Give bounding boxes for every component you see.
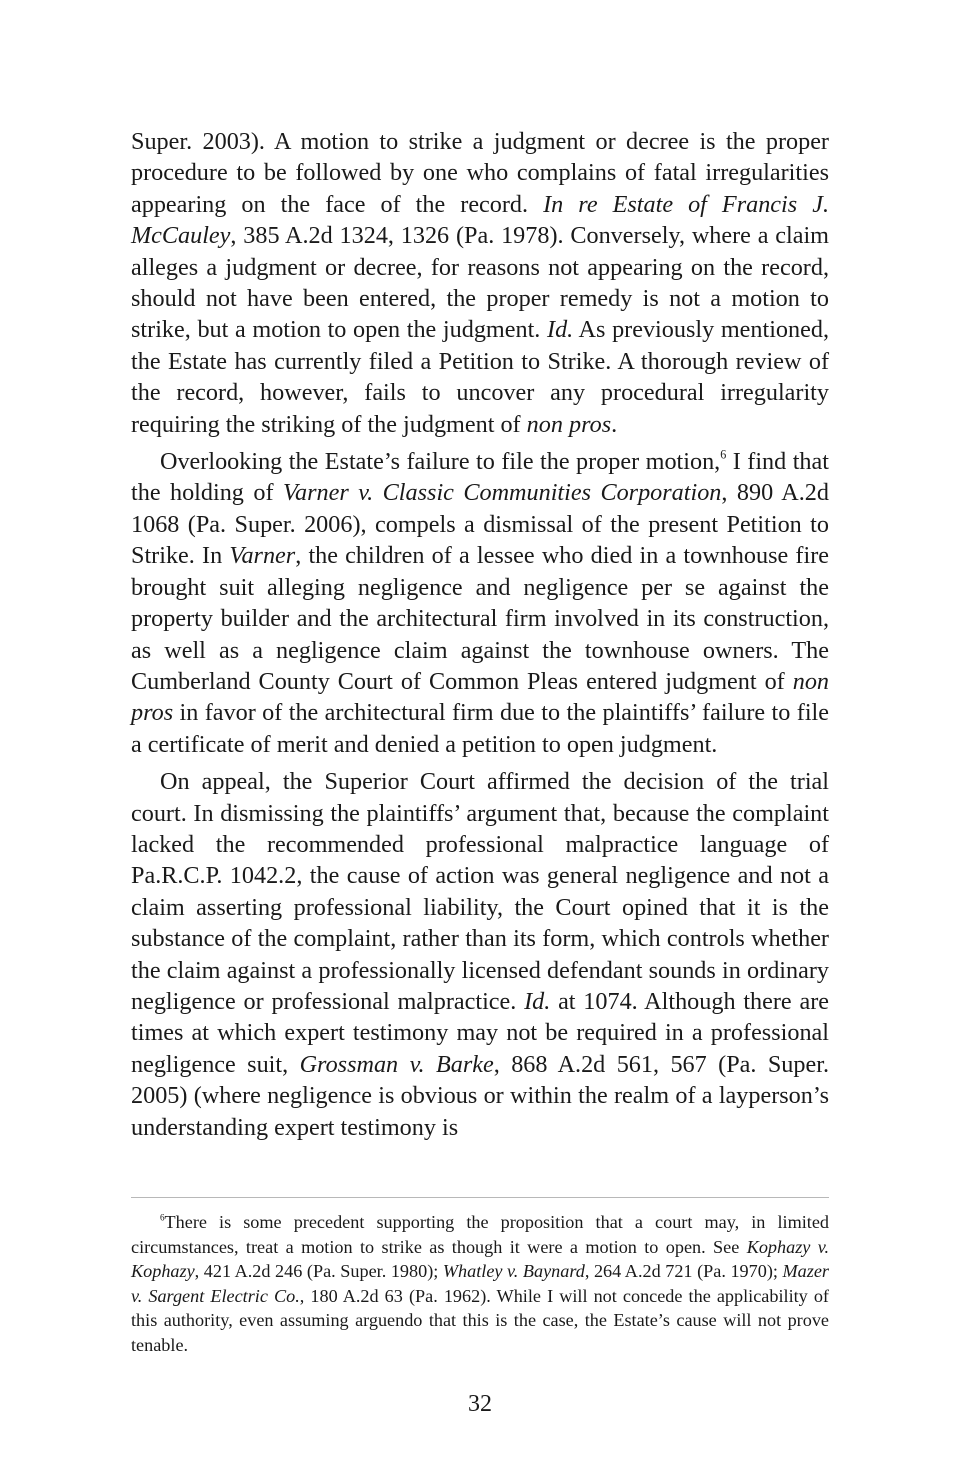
body-text bbox=[131, 126, 829, 1149]
paragraph-2 bbox=[131, 446, 829, 760]
paragraph-1 bbox=[131, 126, 829, 440]
italic-citation: Id. bbox=[524, 987, 551, 1015]
text-run: at 1074. Although there are times at which expert testimony may not be required in a professional negligence suit, bbox=[131, 987, 829, 1078]
italic-citation: Grossman v. Barke bbox=[299, 1050, 494, 1078]
text-run: I find that the holding of bbox=[131, 448, 829, 507]
italic-citation: Whatley v. Baynard bbox=[442, 1261, 585, 1282]
text-run: , 180 A.2d 63 (Pa. 1962). While I will not concede the applicability of this authority, even assuming arguendo that this is the case, the Estate’s cause will not prove tenable. bbox=[131, 1285, 829, 1355]
footnote-6 bbox=[131, 1210, 829, 1358]
text-run: , 421 A.2d 246 (Pa. Super. 1980); bbox=[194, 1261, 443, 1282]
text-run: . bbox=[611, 410, 618, 438]
italic-citation: non pros bbox=[526, 410, 612, 438]
text-run: Super. 2003). A motion to strike a judgment or decree is the proper procedure to be followed by one who complains of fatal irregularities appearing on the face of the record. bbox=[131, 128, 829, 218]
text-run: , 264 A.2d 721 (Pa. 1970); bbox=[584, 1261, 783, 1282]
italic-citation: Id. bbox=[547, 316, 574, 344]
italic-citation: Varner v. Classic Communities Corporation bbox=[282, 479, 722, 507]
italic-citation: non pros bbox=[131, 667, 829, 727]
italic-citation: Kophazy v. Kophazy bbox=[131, 1236, 829, 1282]
text-run: On appeal, the Superior Court affirmed the decision of the trial court. In dismissing the plaintiffs’ argument that, because the complaint lacked the recommended professional malpractice language of Pa.R.C.P. 1042.2, the cause of action was general negligence and not a claim asserting professional liability, the Court opined that it is the substance of the complaint, rather than its form, which controls whether the claim against a professionally licensed defendant sounds in ordinary negligence or professional malpractice. bbox=[131, 768, 829, 1015]
text-run: , 385 A.2d 1324, 1326 (Pa. 1978). Conversely, where a claim alleges a judgment or decree, for reasons not appearing on the record, should not have been entered, the proper remedy is not a motion to strike, but a motion to open the judgment. bbox=[131, 222, 829, 344]
text-run: Overlooking the Estate’s failure to file the proper motion, bbox=[160, 448, 721, 476]
text-run: As previously mentioned, the Estate has currently filed a Petition to Strike. A thorough review of the record, however, fails to uncover any procedural irregularity requiring the striking of the judgment of bbox=[131, 316, 829, 438]
text-run: , the children of a lessee who died in a townhouse fire brought suit alleging negligence and negligence per se against the property builder and the architectural firm involved in its construction, as well as a negligence claim against the townhouse owners. The Cumberland County Court of Common Pleas entered judgment of bbox=[131, 542, 829, 695]
footnote-marker: 6 bbox=[160, 1212, 165, 1223]
footnote-divider bbox=[131, 1197, 829, 1198]
text-run: , 868 A.2d 561, 567 (Pa. Super. 2005) (where negligence is obvious or within the realm of a layperson’s understanding expert testimony is bbox=[131, 1050, 829, 1141]
footnote-marker: 6 bbox=[720, 447, 727, 462]
page-number: 32 bbox=[468, 1391, 492, 1417]
text-run: There is some precedent supporting the proposition that a court may, in limited circumstances, treat a motion to strike as though it were a motion to open. See bbox=[131, 1212, 829, 1257]
paragraph-3 bbox=[131, 766, 829, 1143]
italic-citation: In re Estate of Francis J. McCauley bbox=[131, 190, 829, 250]
italic-citation: Varner bbox=[229, 542, 296, 570]
text-run: in favor of the architectural firm due to the plaintiffs’ failure to file a certificate of merit and denied a petition to open judgment. bbox=[131, 699, 829, 758]
italic-citation: Mazer v. Sargent Electric Co. bbox=[131, 1261, 829, 1306]
text-run: , 890 A.2d 1068 (Pa. Super. 2006), compels a dismissal of the present Petition to Strike. In bbox=[131, 479, 829, 570]
